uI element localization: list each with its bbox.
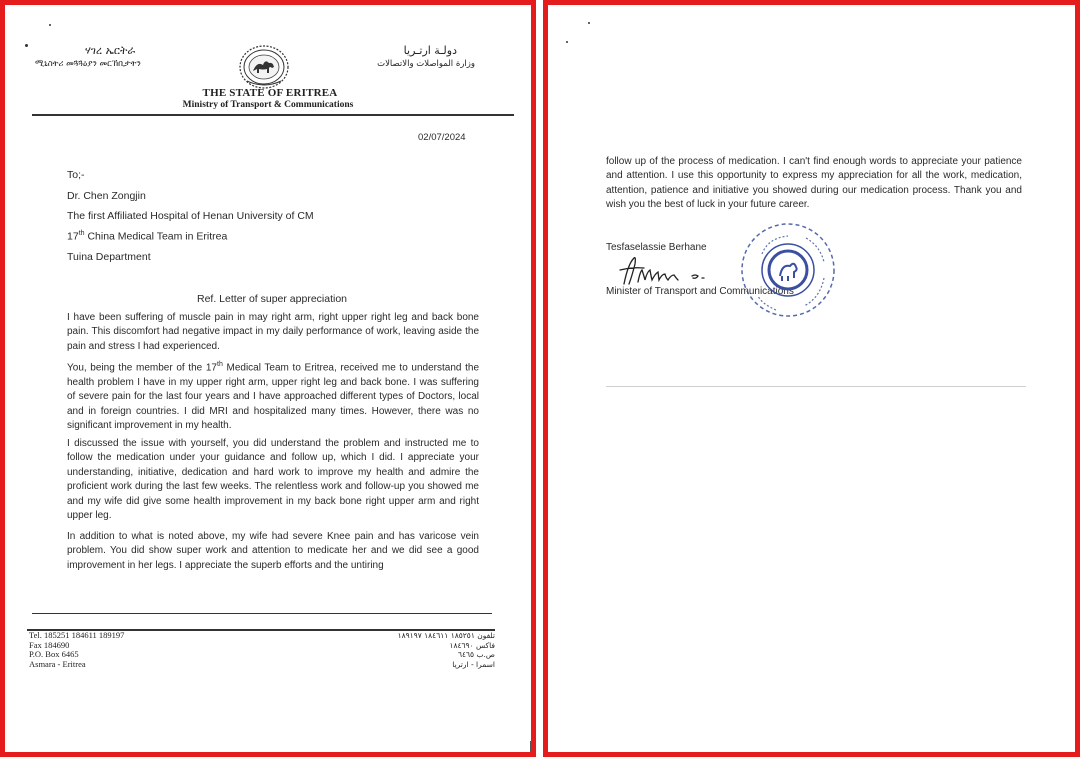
scan-speck: [566, 41, 568, 43]
recipient-team: 17th China Medical Team in Eritrea: [67, 230, 228, 243]
paragraph-5: follow up of the process of medication. I can't find enough words to appreciate your patience and attention. I use this opportunity to express my appreciation for all the work, medication, attention, patience and initiative you showed during our medication process. Thank you and wish you the best of luck in your future career.: [606, 156, 1022, 211]
footer-ar-tel: تلفون ١٨٥٢٥١ ١٨٤٦١١ ١٨٩١٩٧: [397, 631, 495, 640]
recipient-department: Tuina Department: [67, 251, 151, 263]
paragraph-1: I have been suffering of muscle pain in may right arm, right upper right leg and back bone pain. This discomfort had negative impact in my daily performance of work, leaving aside the pain and stress I had experienced.: [67, 312, 479, 352]
arabic-ministry-name: وزارة المواصلات والاتصالات: [377, 59, 475, 69]
eritrea-emblem-icon: [237, 43, 291, 91]
footer-ar-fax: فاكس ١٨٤٦٩٠: [449, 640, 495, 650]
tigrinya-ministry-name: ሚኒስትሪ መጓጓዕያን መርኸቢታትን: [35, 59, 141, 69]
header-rule: [32, 114, 514, 116]
letter-date: 02/07/2024: [418, 132, 466, 143]
footer-contact-english: [29, 631, 124, 669]
arabic-state-name: دولـة ارتـريا: [403, 44, 457, 57]
footer-po-box: P.O. Box 6465: [29, 649, 79, 660]
signer-name: Tesfaselassie Berhane: [606, 242, 707, 253]
paragraph-4: In addition to what is noted above, my wife had severe Knee pain and has varicose vein problem. You did show super work and attention to medicate her and we did see a good improvement in her legs. I appreciate the superb efforts and the untiring: [67, 531, 479, 571]
reference-line: Ref. Letter of super appreciation: [197, 293, 348, 305]
signer-title: Minister of Transport and Communications: [606, 286, 794, 297]
footer-fax: Fax 184690: [29, 639, 70, 650]
state-name-heading: THE STATE OF ERITREA: [202, 87, 338, 99]
paragraph-3: I discussed the issue with yourself, you did understand the problem and instructed me to follow the medication under your guidance and follow up, which I did. I appreciate your understanding, initiative, dedication and hard work to improve my health and admire the proficient work during the last few weeks. The relentless work and follow-up you showed me and my wife did give some health improvement in my back bone right upper arm and right upper leg.: [67, 438, 479, 522]
scan-speck: [588, 22, 590, 24]
scan-speck: [25, 44, 28, 47]
tigrinya-state-name: ሃገረ ኤርትራ: [85, 44, 136, 57]
recipient-name: Dr. Chen Zongjin: [67, 190, 146, 202]
letter-page-2: [543, 0, 1080, 757]
scan-speck: [49, 24, 51, 26]
ministry-heading: Ministry of Transport & Communications: [182, 100, 354, 110]
to-label: To;-: [67, 169, 85, 181]
handwritten-signature-icon: [616, 254, 720, 290]
footer-contact-arabic: [365, 631, 495, 669]
footer-ar-city: اسمرا - ارتريا: [452, 659, 495, 669]
recipient-hospital: The first Affiliated Hospital of Henan University of CM: [67, 210, 314, 222]
scan-line: [606, 386, 1026, 387]
scan-mark: [530, 741, 531, 753]
paragraph-2: You, being the member of the 17th Medical Team to Eritrea, received me to understand the health problem I have in my upper right arm, upper right leg and back bone. I was suffering of severe pain for the last four years and I have approached different types of Doctors, local and in foreign countries. I did MRI and hospitalized many times. However, there was no significant improvement in my health.: [67, 361, 480, 431]
footer-city: Asmara - Eritrea: [29, 658, 86, 669]
footer-ar-box: ص.ب ٦٤٦٥: [457, 650, 495, 660]
footer-tel: Tel. 185251 184611 189197: [29, 630, 125, 640]
letter-page-1: [0, 0, 536, 757]
footer-dotted-rule: [32, 613, 492, 614]
ministry-stamp-icon: [732, 218, 842, 324]
